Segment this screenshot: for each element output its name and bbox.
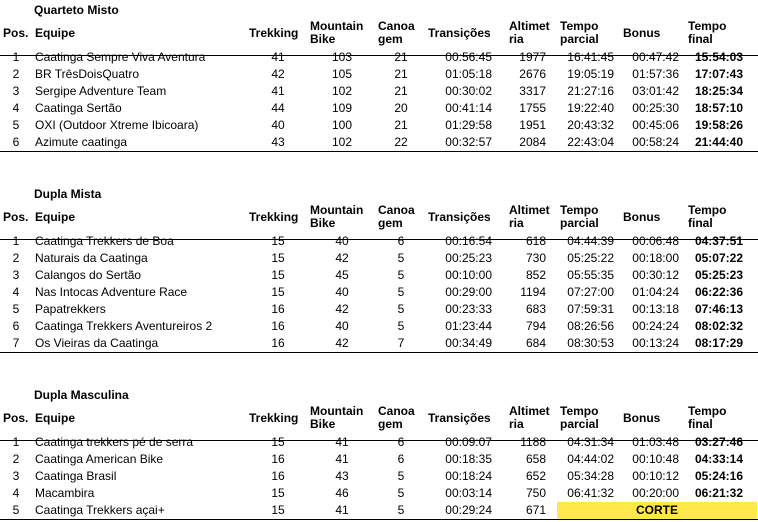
- cell-trekking: 15: [271, 234, 285, 248]
- status-badge-corte: CORTE: [557, 502, 757, 519]
- header-transitions: Transições: [428, 210, 491, 224]
- cell-team: Caatinga trekkers pé de serra: [35, 435, 194, 449]
- cell-trekking: 41: [271, 84, 285, 98]
- cell-team: Caatinga Trekkers açai+: [35, 503, 165, 517]
- cell-transitions: 00:10:00: [445, 268, 492, 282]
- header-final-2: final: [688, 417, 713, 431]
- cell-partial: 19:22:40: [567, 101, 614, 115]
- cell-canoe: 7: [397, 336, 405, 350]
- table-row: [0, 502, 758, 520]
- cell-transitions: 00:16:54: [445, 234, 492, 248]
- cell-partial: 08:26:56: [567, 319, 614, 333]
- cell-final: 17:07:43: [694, 67, 743, 81]
- header-pos: Pos.: [3, 26, 29, 40]
- table-row: [0, 267, 758, 284]
- cell-bonus: 00:13:24: [632, 336, 679, 350]
- cell-bonus: 03:01:42: [632, 84, 679, 98]
- cell-trekking: 16: [271, 302, 285, 316]
- table-body: [0, 233, 758, 353]
- cell-altimetria: 1194: [520, 285, 546, 299]
- header-transitions: Transições: [428, 411, 491, 425]
- cell-partial: 20:43:32: [567, 118, 614, 132]
- header-trekking: Trekking: [249, 210, 299, 224]
- cell-canoe: 5: [397, 469, 405, 483]
- cell-transitions: 00:18:24: [445, 469, 492, 483]
- cell-bike: 109: [331, 101, 353, 115]
- cell-pos: 5: [12, 302, 20, 316]
- cell-final: 08:02:32: [694, 319, 743, 333]
- table-row: [0, 318, 758, 335]
- header-bike-2: Bike: [310, 417, 336, 431]
- cell-partial: 16:41:45: [567, 50, 614, 64]
- cell-pos: 7: [12, 336, 20, 350]
- header-partial-1: Tempo: [560, 203, 599, 217]
- header-alt-1: Altimet: [509, 19, 550, 33]
- header-canoe-1: Canoa: [378, 19, 415, 33]
- cell-pos: 1: [12, 50, 20, 64]
- header-final-1: Tempo: [688, 203, 727, 217]
- header-canoe-1: Canoa: [378, 404, 415, 418]
- cell-pos: 1: [12, 234, 20, 248]
- cell-canoe: 6: [397, 435, 405, 449]
- header-final-2: final: [688, 216, 713, 230]
- cell-altimetria: 750: [525, 486, 546, 500]
- header-bonus: Bonus: [623, 26, 661, 40]
- cell-bike: 102: [331, 135, 353, 149]
- cell-partial: 08:30:53: [567, 336, 614, 350]
- cell-bonus: 00:24:24: [632, 319, 679, 333]
- cell-bike: 46: [335, 486, 349, 500]
- cell-trekking: 16: [271, 336, 285, 350]
- cell-canoe: 21: [394, 118, 408, 132]
- cell-team: Azimute caatinga: [35, 135, 128, 149]
- table-row: [0, 49, 758, 66]
- cell-canoe: 22: [394, 135, 408, 149]
- header-partial-2: parcial: [560, 32, 599, 46]
- header-trekking: Trekking: [249, 411, 299, 425]
- table-row: [0, 134, 758, 152]
- cell-team: Os Vieiras da Caatinga: [35, 336, 159, 350]
- header-pos: Pos.: [3, 210, 29, 224]
- cell-trekking: 15: [271, 503, 285, 517]
- cell-bike: 103: [331, 50, 353, 64]
- cell-transitions: 00:18:35: [445, 452, 492, 466]
- cell-partial: 05:25:22: [567, 251, 614, 265]
- cell-team: Calangos do Sertão: [35, 268, 142, 282]
- header-bike-1: Mountain: [310, 404, 364, 418]
- cell-trekking: 40: [271, 118, 285, 132]
- cell-trekking: 15: [271, 486, 285, 500]
- cell-transitions: 00:25:23: [445, 251, 492, 265]
- table-row: [0, 468, 758, 485]
- table-row: [0, 233, 758, 250]
- cell-transitions: 00:30:02: [445, 84, 492, 98]
- cell-trekking: 16: [271, 469, 285, 483]
- cell-team: Naturais da Caatinga: [35, 251, 148, 265]
- cell-bonus: 00:30:12: [632, 268, 679, 282]
- cell-final: 19:58:26: [694, 118, 743, 132]
- header-partial-2: parcial: [560, 417, 599, 431]
- cell-trekking: 44: [271, 101, 285, 115]
- cell-transitions: 00:29:00: [445, 285, 492, 299]
- cell-canoe: 5: [397, 285, 405, 299]
- header-canoe-1: Canoa: [378, 203, 415, 217]
- header-bike-1: Mountain: [310, 203, 364, 217]
- cell-bonus: 00:06:48: [632, 234, 679, 248]
- cell-altimetria: 1188: [520, 435, 546, 449]
- table-row: [0, 66, 758, 83]
- cell-partial: 04:44:39: [567, 234, 614, 248]
- cell-transitions: 01:23:44: [445, 319, 492, 333]
- cell-bonus: 01:57:36: [632, 67, 679, 81]
- header-partial-1: Tempo: [560, 19, 599, 33]
- cell-bonus: 00:18:00: [632, 251, 679, 265]
- cell-final: 06:21:32: [694, 486, 743, 500]
- cell-canoe: 20: [394, 101, 408, 115]
- cell-final: 05:24:16: [694, 469, 743, 483]
- section-title: Quarteto Misto: [34, 3, 119, 17]
- cell-team: Caatinga Sempre Viva Aventura: [35, 50, 206, 64]
- header-bike-2: Bike: [310, 32, 336, 46]
- table-row: [0, 451, 758, 468]
- cell-trekking: 16: [271, 452, 285, 466]
- cell-altimetria: 1755: [519, 101, 546, 115]
- cell-trekking: 15: [271, 435, 285, 449]
- cell-pos: 4: [12, 285, 20, 299]
- cell-bonus: 00:10:48: [632, 452, 679, 466]
- header-partial-2: parcial: [560, 216, 599, 230]
- cell-canoe: 5: [397, 302, 405, 316]
- cell-transitions: 00:03:14: [445, 486, 492, 500]
- cell-altimetria: 1977: [519, 50, 546, 64]
- cell-canoe: 5: [397, 319, 405, 333]
- cell-pos: 3: [12, 469, 20, 483]
- cell-bonus: 00:45:06: [632, 118, 679, 132]
- cell-pos: 2: [12, 67, 20, 81]
- table-row: [0, 117, 758, 134]
- cell-bike: 40: [335, 319, 349, 333]
- header-alt-2: ria: [509, 32, 524, 46]
- cell-partial: 07:27:00: [567, 285, 614, 299]
- cell-canoe: 5: [397, 486, 405, 500]
- cell-transitions: 00:41:14: [445, 101, 492, 115]
- table-row: [0, 100, 758, 117]
- table-row: [0, 83, 758, 100]
- cell-pos: 6: [12, 135, 20, 149]
- section-title: Dupla Masculina: [34, 388, 129, 402]
- cell-transitions: 01:29:58: [445, 118, 492, 132]
- cell-altimetria: 652: [525, 469, 546, 483]
- cell-team: Macambira: [35, 486, 95, 500]
- cell-final: 03:27:46: [694, 435, 743, 449]
- cell-canoe: 21: [394, 84, 408, 98]
- cell-partial: 04:44:02: [567, 452, 614, 466]
- cell-bike: 102: [331, 84, 353, 98]
- cell-altimetria: 2676: [519, 67, 546, 81]
- cell-altimetria: 794: [525, 319, 546, 333]
- cell-transitions: 00:29:24: [445, 503, 492, 517]
- cell-bonus: 01:04:24: [632, 285, 679, 299]
- cell-canoe: 21: [394, 50, 408, 64]
- cell-altimetria: 852: [525, 268, 546, 282]
- cell-pos: 4: [12, 486, 20, 500]
- header-bike-1: Mountain: [310, 19, 364, 33]
- header-bike-2: Bike: [310, 216, 336, 230]
- cell-bike: 43: [335, 469, 349, 483]
- cell-bonus: 00:13:18: [632, 302, 679, 316]
- header-alt-2: ria: [509, 216, 524, 230]
- header-team: Equipe: [35, 411, 76, 425]
- cell-bonus: 00:47:42: [632, 50, 679, 64]
- header-canoe-2: gem: [378, 417, 403, 431]
- cell-bonus: 01:03:48: [632, 435, 679, 449]
- header-final-1: Tempo: [688, 404, 727, 418]
- cell-altimetria: 671: [525, 503, 546, 517]
- cell-altimetria: 2084: [519, 135, 546, 149]
- cell-trekking: 16: [271, 319, 285, 333]
- cell-canoe: 6: [397, 234, 405, 248]
- cell-bike: 40: [335, 234, 349, 248]
- cell-pos: 1: [12, 435, 20, 449]
- cell-bonus: 00:20:00: [632, 486, 679, 500]
- cell-bike: 41: [335, 503, 349, 517]
- cell-team: Caatinga Brasil: [35, 469, 117, 483]
- cell-trekking: 15: [271, 285, 285, 299]
- header-team: Equipe: [35, 26, 76, 40]
- cell-canoe: 5: [397, 268, 405, 282]
- table-body: [0, 434, 758, 520]
- cell-bike: 45: [335, 268, 349, 282]
- cell-altimetria: 684: [525, 336, 546, 350]
- cell-partial: 07:59:31: [567, 302, 614, 316]
- cell-final: 18:57:10: [694, 101, 743, 115]
- header-pos: Pos.: [3, 411, 29, 425]
- header-canoe-2: gem: [378, 216, 403, 230]
- cell-altimetria: 730: [525, 251, 546, 265]
- header-alt-1: Altimet: [509, 404, 550, 418]
- cell-team: Papatrekkers: [35, 302, 106, 316]
- cell-transitions: 00:56:45: [445, 50, 492, 64]
- table-row: [0, 250, 758, 267]
- cell-final: 15:54:03: [694, 50, 743, 64]
- cell-altimetria: 683: [525, 302, 546, 316]
- header-final-2: final: [688, 32, 713, 46]
- cell-bike: 41: [335, 435, 349, 449]
- cell-bike: 42: [335, 251, 349, 265]
- cell-bike: 105: [331, 67, 353, 81]
- cell-trekking: 15: [271, 268, 285, 282]
- cell-pos: 4: [12, 101, 20, 115]
- table-row: [0, 284, 758, 301]
- cell-final: 07:46:13: [694, 302, 743, 316]
- cell-partial: 19:05:19: [567, 67, 614, 81]
- cell-pos: 5: [12, 118, 20, 132]
- header-trekking: Trekking: [249, 26, 299, 40]
- cell-team: Sergipe Adventure Team: [35, 84, 167, 98]
- header-final-1: Tempo: [688, 19, 727, 33]
- header-transitions: Transições: [428, 26, 491, 40]
- cell-team: Nas Intocas Adventure Race: [35, 285, 188, 299]
- cell-pos: 3: [12, 84, 20, 98]
- cell-bike: 42: [335, 302, 349, 316]
- cell-bonus: 00:58:24: [632, 135, 679, 149]
- cell-altimetria: 3317: [519, 84, 546, 98]
- cell-transitions: 00:23:33: [445, 302, 492, 316]
- cell-team: Caatinga American Bike: [35, 452, 164, 466]
- cell-final: 05:07:22: [694, 251, 743, 265]
- header-alt-2: ria: [509, 417, 524, 431]
- table-body: [0, 49, 758, 152]
- cell-trekking: 42: [271, 67, 285, 81]
- cell-transitions: 00:32:57: [445, 135, 492, 149]
- cell-pos: 3: [12, 268, 20, 282]
- cell-partial: 21:27:16: [567, 84, 614, 98]
- cell-pos: 6: [12, 319, 20, 333]
- cell-canoe: 21: [394, 67, 408, 81]
- table-row: [0, 335, 758, 353]
- cell-transitions: 00:09:07: [445, 435, 492, 449]
- cell-bonus: 00:25:30: [632, 101, 679, 115]
- cell-bike: 41: [335, 452, 349, 466]
- cell-final: 04:37:51: [694, 234, 743, 248]
- table-row: [0, 434, 758, 451]
- cell-bike: 40: [335, 285, 349, 299]
- cell-final: 21:44:40: [694, 135, 743, 149]
- cell-canoe: 5: [397, 251, 405, 265]
- section-title: Dupla Mista: [34, 187, 102, 201]
- cell-canoe: 6: [397, 452, 405, 466]
- cell-final: 04:33:14: [694, 452, 743, 466]
- cell-final: 06:22:36: [694, 285, 743, 299]
- cell-final: 18:25:34: [694, 84, 743, 98]
- cell-bike: 100: [331, 118, 353, 132]
- cell-bonus: 00:10:12: [632, 469, 679, 483]
- cell-transitions: 01:05:18: [445, 67, 492, 81]
- header-canoe-2: gem: [378, 32, 403, 46]
- cell-pos: 2: [12, 452, 20, 466]
- cell-partial: 05:34:28: [567, 469, 614, 483]
- header-alt-1: Altimet: [509, 203, 550, 217]
- cell-altimetria: 1951: [519, 118, 546, 132]
- cell-team: BR TrêsDoisQuatro: [35, 67, 140, 81]
- cell-transitions: 00:34:49: [445, 336, 492, 350]
- cell-pos: 5: [12, 503, 20, 517]
- cell-final: 08:17:29: [694, 336, 743, 350]
- cell-trekking: 41: [271, 50, 285, 64]
- cell-altimetria: 658: [525, 452, 546, 466]
- cell-final: 05:25:23: [694, 268, 743, 282]
- cell-canoe: 5: [397, 503, 405, 517]
- cell-partial: 04:31:34: [567, 435, 614, 449]
- cell-pos: 2: [12, 251, 20, 265]
- cell-partial: 22:43:04: [567, 135, 614, 149]
- table-row: [0, 301, 758, 318]
- cell-partial: 06:41:32: [567, 486, 614, 500]
- header-bonus: Bonus: [623, 210, 661, 224]
- cell-altimetria: 618: [525, 234, 546, 248]
- cell-bike: 42: [335, 336, 349, 350]
- cell-team: Caatinga Sertão: [35, 101, 122, 115]
- cell-trekking: 15: [271, 251, 285, 265]
- header-bonus: Bonus: [623, 411, 661, 425]
- cell-team: Caatinga Trekkers Aventureiros 2: [35, 319, 213, 333]
- header-partial-1: Tempo: [560, 404, 599, 418]
- header-team: Equipe: [35, 210, 76, 224]
- cell-team: Caatinga Trekkers de Boa: [35, 234, 174, 248]
- cell-team: OXI (Outdoor Xtreme Ibicoara): [35, 118, 199, 132]
- cell-partial: 05:55:35: [567, 268, 614, 282]
- table-row: [0, 485, 758, 502]
- cell-trekking: 43: [271, 135, 285, 149]
